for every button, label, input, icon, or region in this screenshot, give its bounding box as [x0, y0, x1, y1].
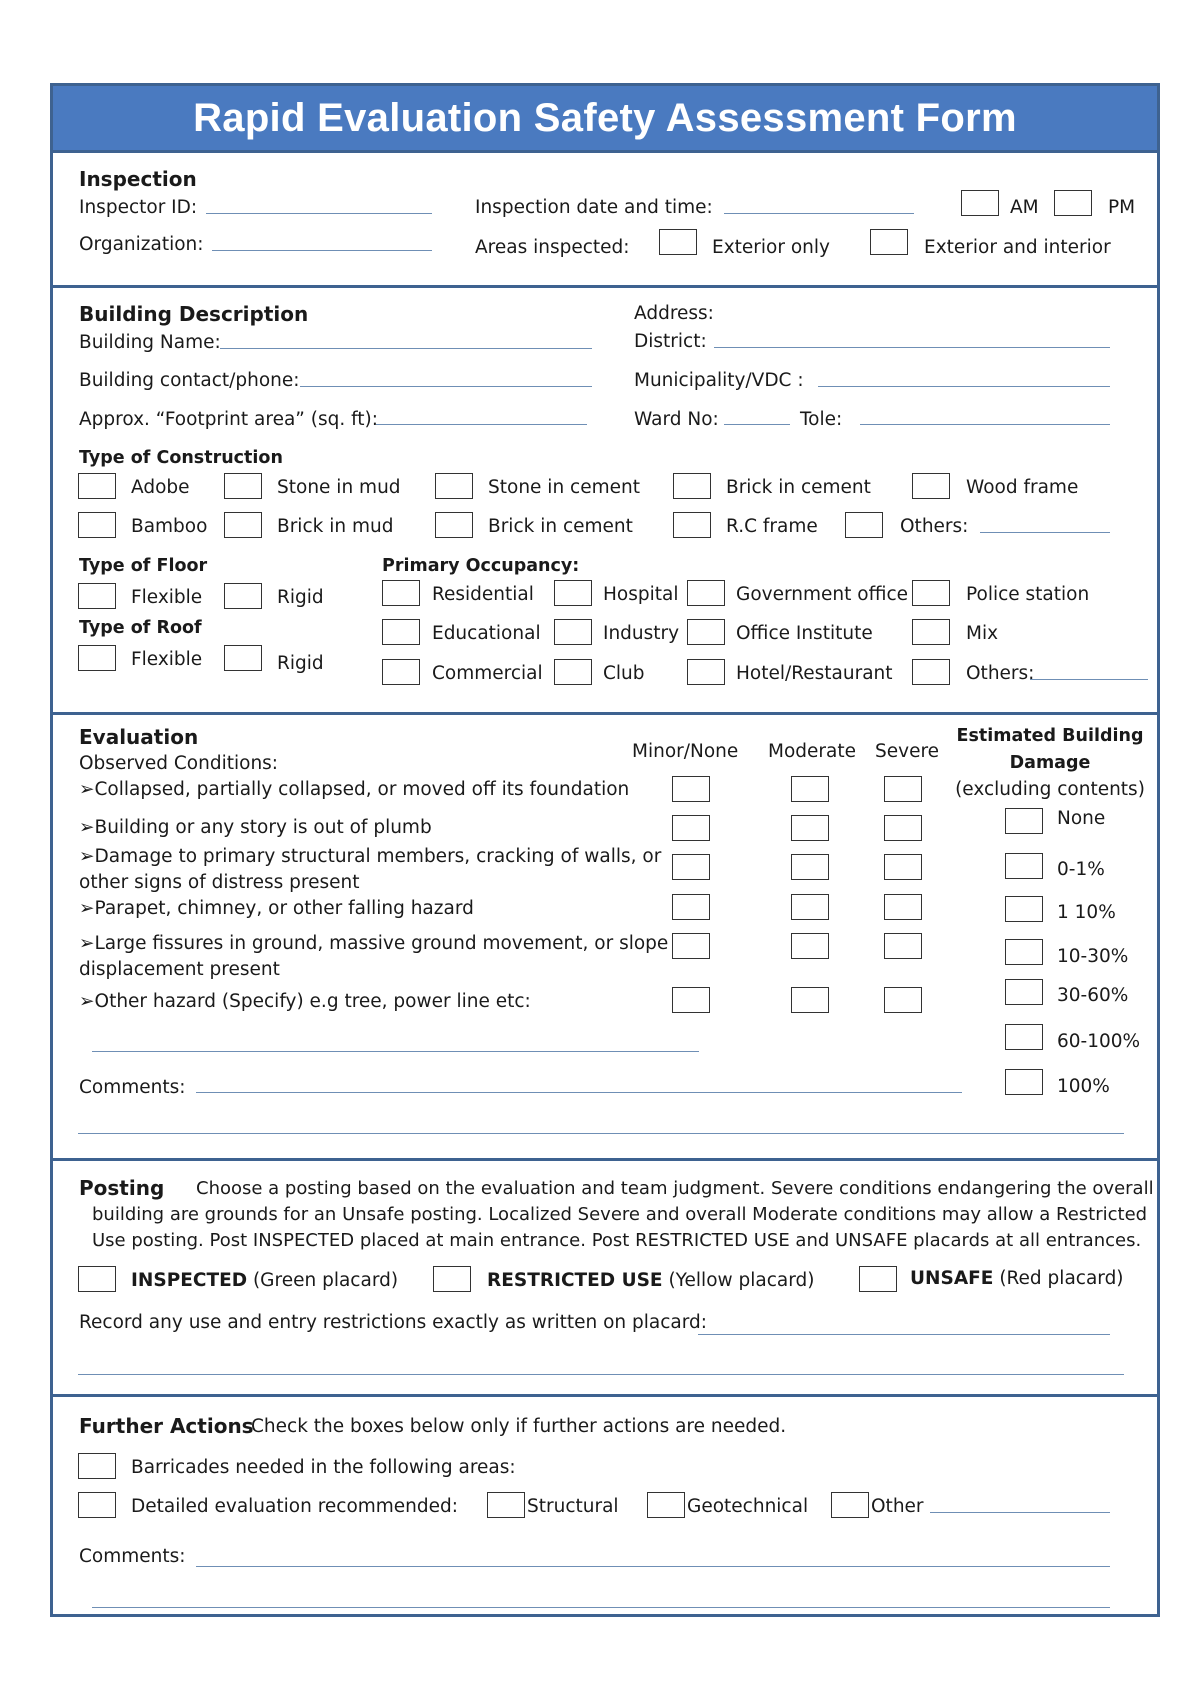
- collapsed-moderate-checkbox[interactable]: [791, 776, 829, 802]
- footprint-field[interactable]: [376, 424, 587, 425]
- roof-type-heading: Type of Roof: [79, 618, 202, 638]
- damage-heading-2: Damage: [1009, 753, 1091, 773]
- form-title: Rapid Evaluation Safety Assessment Form: [53, 86, 1157, 153]
- minor-none-column: Minor/None: [632, 741, 739, 762]
- other-evaluation-label: Other: [871, 1496, 924, 1517]
- office-institute-label: Office Institute: [736, 623, 873, 644]
- damage-0-1-checkbox[interactable]: [1005, 853, 1043, 879]
- organization-field[interactable]: [212, 250, 432, 251]
- evaluation-comments-field[interactable]: [196, 1092, 962, 1093]
- inspection-heading: Inspection: [79, 167, 197, 191]
- rc-frame-label: R.C frame: [726, 516, 818, 537]
- brick-in-mud-label: Brick in mud: [277, 516, 394, 537]
- other-evaluation-field[interactable]: [930, 1512, 1110, 1513]
- district-field[interactable]: [714, 347, 1110, 348]
- restricted-use-label-sub: (Yellow placard): [668, 1270, 815, 1291]
- other-hazard-field[interactable]: [92, 1051, 699, 1052]
- record-restrictions-field[interactable]: [698, 1334, 1110, 1335]
- structural-minor-checkbox[interactable]: [672, 854, 710, 880]
- occupancy-others-label: Others:: [966, 663, 1035, 684]
- record-restrictions-label: Record any use and entry restrictions exactly as written on placard:: [79, 1312, 708, 1333]
- damage-30-60-checkbox[interactable]: [1005, 979, 1043, 1005]
- brick-in-cement-label-2: Brick in cement: [488, 516, 633, 537]
- damage-100-checkbox[interactable]: [1005, 1069, 1043, 1095]
- other-hazard-minor-checkbox[interactable]: [672, 987, 710, 1013]
- plumb-moderate-checkbox[interactable]: [791, 815, 829, 841]
- damage-0-1-label: 0-1%: [1057, 859, 1105, 880]
- further-comments-field-2[interactable]: [92, 1607, 1110, 1608]
- roof-rigid-checkbox[interactable]: [224, 645, 262, 671]
- further-actions-heading: Further Actions: [79, 1414, 254, 1438]
- address-label: Address:: [634, 303, 714, 324]
- stone-in-mud-checkbox[interactable]: [224, 473, 262, 499]
- occupancy-others-checkbox[interactable]: [912, 659, 950, 685]
- damage-subheading: (excluding contents): [955, 779, 1145, 800]
- inspection-date-label: Inspection date and time:: [475, 197, 713, 218]
- collapsed-severe-checkbox[interactable]: [884, 776, 922, 802]
- condition-structural-damage-cont: other signs of distress present: [79, 872, 360, 893]
- evaluation-comments-field-2[interactable]: [78, 1133, 1124, 1134]
- mix-label: Mix: [966, 623, 999, 644]
- posting-instructions-3: Use posting. Post INSPECTED placed at main entrance. Post RESTRICTED USE and UNSAFE placards at all entrances.: [92, 1230, 1142, 1251]
- building-name-label: Building Name:: [79, 332, 221, 353]
- tole-field[interactable]: [860, 424, 1110, 425]
- posting-instructions-2: building are grounds for an Unsafe posting. Localized Severe and overall Moderate conditions may allow a Restricted: [92, 1204, 1148, 1225]
- industry-checkbox[interactable]: [554, 619, 592, 645]
- ground-moderate-checkbox[interactable]: [791, 933, 829, 959]
- damage-60-100-checkbox[interactable]: [1005, 1024, 1043, 1050]
- unsafe-checkbox[interactable]: [859, 1266, 897, 1292]
- construction-others-label: Others:: [900, 516, 969, 537]
- municipality-label: Municipality/VDC :: [634, 370, 804, 391]
- residential-label: Residential: [432, 584, 534, 605]
- condition-other-hazard: ➢Other hazard (Specify) e.g tree, power line etc:: [79, 991, 531, 1012]
- occupancy-heading: Primary Occupancy:: [382, 556, 580, 576]
- building-contact-label: Building contact/phone:: [79, 370, 300, 391]
- inspected-label-bold: INSPECTED: [131, 1270, 248, 1291]
- industry-label: Industry: [603, 623, 680, 644]
- divider-building: [53, 712, 1157, 715]
- falling-minor-checkbox[interactable]: [672, 894, 710, 920]
- floor-type-heading: Type of Floor: [79, 556, 208, 576]
- geotechnical-label: Geotechnical: [687, 1496, 809, 1517]
- condition-falling-hazard: ➢Parapet, chimney, or other falling hazard: [79, 898, 474, 919]
- office-institute-checkbox[interactable]: [687, 619, 725, 645]
- divider-inspection: [53, 285, 1157, 288]
- educational-checkbox[interactable]: [382, 619, 420, 645]
- falling-severe-checkbox[interactable]: [884, 894, 922, 920]
- unsafe-label-sub: (Red placard): [999, 1268, 1124, 1289]
- inspected-checkbox[interactable]: [78, 1266, 116, 1292]
- exterior-interior-label: Exterior and interior: [924, 237, 1111, 258]
- inspected-label-sub: (Green placard): [252, 1270, 399, 1291]
- stone-in-cement-label: Stone in cement: [488, 477, 640, 498]
- condition-out-of-plumb: ➢Building or any story is out of plumb: [79, 817, 432, 838]
- damage-30-60-label: 30-60%: [1057, 985, 1129, 1006]
- educational-label: Educational: [432, 623, 541, 644]
- plumb-severe-checkbox[interactable]: [884, 815, 922, 841]
- pm-checkbox[interactable]: [1054, 190, 1092, 216]
- floor-flexible-label: Flexible: [131, 587, 203, 608]
- inspected-label: [131, 1272, 398, 1291]
- barricades-label: Barricades needed in the following areas:: [131, 1457, 516, 1478]
- restricted-use-checkbox[interactable]: [433, 1266, 471, 1292]
- areas-inspected-label: Areas inspected:: [475, 237, 630, 258]
- adobe-checkbox[interactable]: [78, 473, 116, 499]
- detailed-evaluation-label: Detailed evaluation recommended:: [131, 1496, 459, 1517]
- condition-structural-damage: ➢Damage to primary structural members, cracking of walls, or: [79, 846, 662, 867]
- geotechnical-checkbox[interactable]: [647, 1492, 685, 1518]
- building-description-heading: Building Description: [79, 302, 309, 326]
- collapsed-minor-checkbox[interactable]: [672, 776, 710, 802]
- police-station-label: Police station: [966, 584, 1090, 605]
- inspector-id-field[interactable]: [206, 213, 432, 214]
- police-station-checkbox[interactable]: [912, 580, 950, 606]
- hotel-restaurant-label: Hotel/Restaurant: [736, 663, 893, 684]
- ground-severe-checkbox[interactable]: [884, 933, 922, 959]
- damage-heading-1: Estimated Building: [956, 726, 1144, 746]
- residential-checkbox[interactable]: [382, 580, 420, 606]
- further-comments-label: Comments:: [79, 1546, 186, 1567]
- construction-others-checkbox[interactable]: [845, 512, 883, 538]
- rc-frame-checkbox[interactable]: [673, 512, 711, 538]
- unsafe-label-bold: UNSAFE: [910, 1268, 994, 1289]
- brick-in-cement-label-1: Brick in cement: [726, 477, 871, 498]
- stone-in-cement-checkbox[interactable]: [435, 473, 473, 499]
- footprint-label: Approx. “Footprint area” (sq. ft):: [79, 409, 379, 430]
- damage-10-30-label: 10-30%: [1057, 946, 1129, 967]
- building-name-field[interactable]: [220, 348, 592, 349]
- detailed-evaluation-checkbox[interactable]: [78, 1492, 116, 1518]
- adobe-label: Adobe: [131, 477, 190, 498]
- evaluation-comments-label: Comments:: [79, 1077, 186, 1098]
- evaluation-heading: Evaluation: [79, 725, 199, 749]
- hospital-label: Hospital: [603, 584, 679, 605]
- hotel-restaurant-checkbox[interactable]: [687, 659, 725, 685]
- commercial-checkbox[interactable]: [382, 659, 420, 685]
- construction-others-field[interactable]: [980, 532, 1110, 533]
- damage-none-label: None: [1057, 808, 1106, 829]
- bamboo-label: Bamboo: [131, 516, 208, 537]
- government-office-label: Government office: [736, 584, 909, 605]
- further-comments-field[interactable]: [196, 1566, 1110, 1567]
- divider-evaluation: [53, 1158, 1157, 1161]
- tole-label: Tole:: [800, 409, 843, 430]
- other-hazard-moderate-checkbox[interactable]: [791, 987, 829, 1013]
- record-restrictions-field-2[interactable]: [78, 1374, 1124, 1375]
- divider-posting: [53, 1394, 1157, 1397]
- organization-label: Organization:: [79, 234, 204, 255]
- structural-moderate-checkbox[interactable]: [791, 854, 829, 880]
- roof-rigid-label: Rigid: [277, 653, 324, 674]
- building-contact-field[interactable]: [300, 386, 592, 387]
- falling-moderate-checkbox[interactable]: [791, 894, 829, 920]
- damage-none-checkbox[interactable]: [1005, 808, 1043, 834]
- pm-label: PM: [1108, 197, 1136, 218]
- barricades-checkbox[interactable]: [78, 1453, 116, 1479]
- posting-heading: Posting: [79, 1176, 165, 1200]
- exterior-only-label: Exterior only: [712, 237, 830, 258]
- government-office-checkbox[interactable]: [687, 580, 725, 606]
- damage-60-100-label: 60-100%: [1057, 1031, 1141, 1052]
- ward-no-label: Ward No:: [634, 409, 719, 430]
- roof-flexible-label: Flexible: [131, 649, 203, 670]
- ward-no-field[interactable]: [724, 424, 790, 425]
- brick-in-mud-checkbox[interactable]: [224, 512, 262, 538]
- condition-ground-movement: ➢Large fissures in ground, massive ground movement, or slope: [79, 933, 669, 954]
- moderate-column: Moderate: [768, 741, 856, 762]
- damage-1-10-label: 1 10%: [1057, 902, 1116, 923]
- am-checkbox[interactable]: [961, 190, 999, 216]
- condition-ground-movement-cont: displacement present: [79, 959, 280, 980]
- condition-collapsed: ➢Collapsed, partially collapsed, or moved off its foundation: [79, 779, 630, 800]
- plumb-minor-checkbox[interactable]: [672, 815, 710, 841]
- restricted-use-label-bold: RESTRICTED USE: [487, 1270, 663, 1291]
- posting-instructions-1: Choose a posting based on the evaluation and team judgment. Severe conditions endangering the overall: [196, 1178, 1154, 1199]
- occupancy-others-field[interactable]: [1030, 679, 1148, 680]
- structural-checkbox[interactable]: [487, 1492, 525, 1518]
- other-evaluation-checkbox[interactable]: [831, 1492, 869, 1518]
- floor-rigid-label: Rigid: [277, 587, 324, 608]
- observed-conditions-label: Observed Conditions:: [79, 753, 279, 774]
- club-checkbox[interactable]: [554, 659, 592, 685]
- hospital-checkbox[interactable]: [554, 580, 592, 606]
- construction-type-heading: Type of Construction: [79, 448, 283, 468]
- commercial-label: Commercial: [432, 663, 543, 684]
- further-actions-note: Check the boxes below only if further actions are needed.: [251, 1416, 787, 1437]
- exterior-interior-checkbox[interactable]: [870, 229, 908, 255]
- brick-in-cement-checkbox-1[interactable]: [673, 473, 711, 499]
- roof-flexible-checkbox[interactable]: [78, 645, 116, 671]
- stone-in-mud-label: Stone in mud: [277, 477, 401, 498]
- wood-frame-checkbox[interactable]: [912, 473, 950, 499]
- wood-frame-label: Wood frame: [966, 477, 1079, 498]
- severe-column: Severe: [875, 741, 940, 762]
- mix-checkbox[interactable]: [912, 619, 950, 645]
- brick-in-cement-checkbox-2[interactable]: [435, 512, 473, 538]
- floor-rigid-checkbox[interactable]: [224, 583, 262, 609]
- restricted-use-label: [487, 1272, 815, 1291]
- structural-severe-checkbox[interactable]: [884, 854, 922, 880]
- damage-10-30-checkbox[interactable]: [1005, 939, 1043, 965]
- structural-label: Structural: [527, 1496, 619, 1517]
- district-label: District:: [634, 331, 707, 352]
- am-label: AM: [1010, 197, 1039, 218]
- unsafe-label: [910, 1270, 1124, 1289]
- floor-flexible-checkbox[interactable]: [78, 583, 116, 609]
- other-hazard-severe-checkbox[interactable]: [884, 987, 922, 1013]
- bamboo-checkbox[interactable]: [78, 512, 116, 538]
- damage-100-label: 100%: [1057, 1076, 1110, 1097]
- ground-minor-checkbox[interactable]: [672, 933, 710, 959]
- municipality-field[interactable]: [818, 386, 1110, 387]
- damage-1-10-checkbox[interactable]: [1005, 896, 1043, 922]
- inspection-date-field[interactable]: [724, 213, 914, 214]
- exterior-only-checkbox[interactable]: [659, 229, 697, 255]
- inspector-id-label: Inspector ID:: [79, 197, 198, 218]
- club-label: Club: [603, 663, 645, 684]
